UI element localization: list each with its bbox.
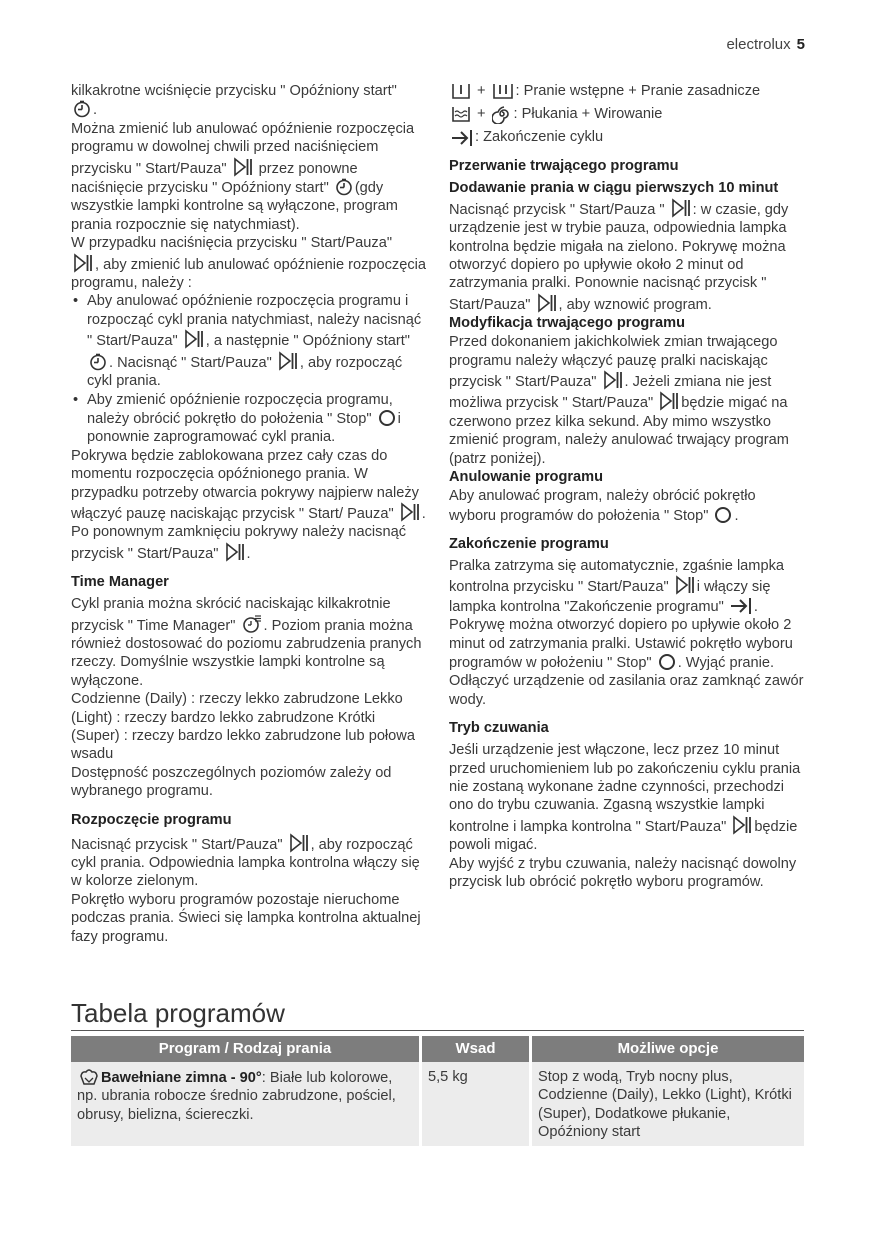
delay-paragraph bbox=[71, 82, 426, 120]
stop-icon bbox=[714, 506, 732, 524]
text: przez ponowne naciśnięcie przycisku " Opóźniony start" bbox=[71, 160, 358, 197]
start-pause-icon bbox=[289, 833, 309, 853]
load-cell: 5,5 kg bbox=[421, 1062, 531, 1146]
title-divider bbox=[71, 1030, 804, 1031]
start-pause-icon bbox=[233, 157, 253, 177]
text: : Pranie wstępne + Pranie zasadnicze bbox=[515, 83, 761, 99]
program-description: : Białe lub kolorowe, np. ubrania robocze średnio zabrudzone, pościel, obrusy, bielizna, ściereczki. bbox=[77, 1070, 396, 1123]
table-row bbox=[71, 1062, 804, 1146]
start-pause-icon bbox=[537, 293, 557, 313]
section-heading-time-manager: Time Manager bbox=[71, 574, 169, 591]
end-of-cycle-icon bbox=[730, 597, 752, 615]
text: Aby anulować program, należy obrócić pokrętło wyboru programów do położenia " Stop" bbox=[449, 488, 756, 524]
column-header-options: Możliwe opcje bbox=[531, 1036, 805, 1062]
delay-start-icon bbox=[73, 100, 91, 118]
options-cell: Stop z wodą, Tryb nocny plus, Codzienne (Daily), Lekko (Light), Krótki (Super), Dodatkowe płukanie, Opóźniony start bbox=[531, 1062, 805, 1146]
stop-icon bbox=[658, 653, 676, 671]
text: W przypadku naciśnięcia przycisku " Start/Pauza" bbox=[71, 235, 393, 252]
left-column bbox=[71, 82, 426, 946]
table-header-row bbox=[71, 1036, 804, 1062]
text: Dostępność poszczególnych poziomów zależy od wybranego programu. bbox=[71, 764, 392, 800]
bullet-list bbox=[71, 292, 426, 446]
start-pause-icon bbox=[732, 815, 752, 835]
text: Cykl prania można skrócić naciskając kilkakrotnie przycisk " Time Manager" bbox=[71, 596, 391, 634]
program-cell bbox=[71, 1062, 421, 1146]
start-pause-icon bbox=[659, 391, 679, 411]
stop-icon bbox=[378, 409, 396, 427]
change-delay-paragraph bbox=[71, 120, 426, 234]
right-column bbox=[449, 82, 804, 891]
time-manager-icon bbox=[242, 614, 262, 634]
start-paragraph bbox=[71, 833, 426, 891]
text: . Poziom prania można również dostosować do poziomu zabrudzenia pranych rzeczy. Domyślnie wszystkie lampki kontrolne są wyłączone. bbox=[71, 617, 422, 689]
text: . Nacisnąć " Start/Pauza" bbox=[109, 354, 272, 371]
start-pause-icon bbox=[603, 370, 623, 390]
delay-start-icon bbox=[335, 178, 353, 196]
text: + bbox=[477, 83, 486, 99]
start-pause-icon bbox=[73, 253, 93, 273]
text: będzie powoli migać. bbox=[449, 818, 798, 854]
text: , a następnie " Opóźniony start" bbox=[205, 333, 410, 350]
legend-prewash-mainwash bbox=[449, 82, 804, 100]
text: (gdy wszystkie lampki kontrolne są wyłączone, program prania rozpocznie się natychmiast). bbox=[71, 180, 398, 233]
end-of-cycle-icon bbox=[451, 129, 473, 147]
standby-paragraph bbox=[449, 741, 804, 854]
page-header bbox=[726, 36, 805, 53]
start-pause-icon bbox=[278, 351, 298, 371]
text: , aby wznowić program. bbox=[558, 296, 712, 313]
text: + bbox=[477, 106, 486, 123]
brand-name: electrolux bbox=[726, 36, 791, 53]
text: będzie migać na czerwono przez kilka sekund. Aby mimo wszystko zmienić program, należy anulować trwający program (patrz poniżej). bbox=[449, 395, 789, 467]
delay-start-icon bbox=[89, 353, 107, 371]
list-item bbox=[87, 391, 426, 447]
text: i włączy się lampka kontrolna "Zakończenie programu" bbox=[449, 579, 771, 615]
text: kilkakrotne wciśnięcie przycisku " Opóźniony start" bbox=[71, 83, 397, 99]
text: Aby anulować opóźnienie rozpoczęcia programu i rozpocząć cykl prania natychmiast, należy nacisnąć " Start/Pauza" bbox=[87, 293, 422, 350]
prewash-icon bbox=[451, 82, 471, 100]
start-pause-icon bbox=[675, 575, 695, 595]
program-table bbox=[71, 1036, 804, 1146]
text: Nacisnąć przycisk " Start/Pauza " bbox=[449, 201, 665, 218]
text: i ponownie zaprogramować cykl prania. bbox=[87, 410, 401, 446]
text: Codzienne (Daily) : rzeczy lekko zabrudzone Lekko (Light) : rzeczy bardzo lekko zabrudzone Krótki (Super) : rzeczy bardzo lekko zabrudzone lub połowa wsadu bbox=[71, 691, 415, 763]
text: : w czasie, gdy urządzenie jest w trybie pauza, odpowiednia lampka kontrolna będzie migała na zielono. Pokrywę można otworzyć dopiero po upływie około 2 minut od zatrzymania pralki. Ponownie nacisnąć przycisk " Start/Pauza" bbox=[449, 201, 789, 313]
text: . Pokrywę można otworzyć dopiero po upływie około 2 minut od zatrzymania pralki. Ustawić pokrętło wyboru programów w położeniu " Stop" bbox=[449, 598, 793, 671]
text: Pokrętło wyboru programów pozostaje nieruchome podczas prania. Świeci się lampka kontrolna aktualnej fazy programu. bbox=[71, 891, 421, 945]
lid-paragraph bbox=[71, 447, 426, 563]
start-pause-icon bbox=[184, 329, 204, 349]
text: . bbox=[93, 102, 98, 119]
page-number: 5 bbox=[796, 36, 805, 53]
text: Pralka zatrzyma się automatycznie, zgaśnie lampka kontrolna przycisku " Start/Pauza" bbox=[449, 557, 784, 596]
text: Nacisnąć przycisk " Start/Pauza" bbox=[71, 836, 283, 853]
press-start-paragraph bbox=[71, 234, 426, 292]
section-heading-end: Zakończenie programu bbox=[449, 535, 609, 552]
end-paragraph bbox=[449, 557, 804, 709]
text: Jeśli urządzenie jest włączone, lecz przez 10 minut przed uruchomieniem lub po zakończeniu cyklu prania nie zostaną wykonane żadne czynności, przechodzi ono do trybu czuwania. Zgasną wszystkie lampki kontrolne i lampka kontrolna " Start/Pauza" bbox=[449, 742, 801, 835]
text: Pokrywa będzie zablokowana przez cały czas do momentu rozpoczęcia opóźnionego prania. W przypadku potrzeby otwarcia pokrywy najpierw należy włączyć pauzę naciskając przycisk " Start/ Pauza" bbox=[71, 447, 419, 522]
text: , aby rozpocząć cykl prania. bbox=[87, 354, 403, 390]
text: . Po ponownym zamknięciu pokrywy należy nacisnąć przycisk " Start/Pauza" bbox=[71, 505, 426, 562]
rinse-icon bbox=[451, 105, 471, 123]
text: : Zakończenie cyklu bbox=[475, 129, 604, 146]
add-laundry-paragraph bbox=[449, 198, 804, 314]
text: Można zmienić lub anulować opóźnienie rozpoczęcia programu w dowolnej chwili przed naciśnięciem przycisku " Start/Pauza" bbox=[71, 120, 415, 177]
start-pause-icon bbox=[225, 542, 245, 562]
section-heading-standby: Tryb czuwania bbox=[449, 720, 549, 737]
time-manager-paragraph bbox=[71, 595, 426, 690]
main-wash-icon bbox=[492, 82, 514, 100]
section-heading-cancel: Anulowanie programu bbox=[449, 469, 604, 486]
text: . bbox=[734, 507, 739, 524]
text: Aby zmienić opóźnienie rozpoczęcia programu, należy obrócić pokrętło do położenia " Stop" bbox=[87, 391, 393, 427]
text: , aby zmienić lub anulować opóźnienie rozpoczęcia programu, należy : bbox=[71, 256, 426, 292]
text: . bbox=[246, 545, 251, 562]
section-heading-interrupt: Przerwanie trwającego programu bbox=[449, 157, 679, 174]
text: Aby wyjść z trybu czuwania, należy nacisnąć dowolny przycisk lub obrócić pokrętło wyboru programów. bbox=[449, 855, 797, 890]
section-heading-start-program: Rozpoczęcie programu bbox=[71, 811, 232, 828]
modify-paragraph bbox=[449, 333, 804, 468]
text: , aby rozpocząć cykl prania. Odpowiednia lampka kontrolna włączy się w kolorze zielonym. bbox=[71, 836, 420, 890]
program-name: Bawełniane zimna - 90° bbox=[101, 1070, 262, 1086]
section-heading-add-laundry: Dodawanie prania w ciągu pierwszych 10 minut bbox=[449, 179, 779, 196]
spin-icon bbox=[492, 104, 512, 124]
start-pause-icon bbox=[671, 198, 691, 218]
list-item bbox=[87, 292, 426, 390]
column-header-load: Wsad bbox=[421, 1036, 531, 1062]
section-heading-modify: Modyfikacja trwającego programu bbox=[449, 315, 685, 332]
text: Przed dokonaniem jakichkolwiek zmian trwającego programu należy włączyć pauzę pralki naciskając przycisk " Start/Pauza" bbox=[449, 334, 778, 391]
legend-end-of-cycle bbox=[449, 128, 804, 146]
legend-rinse-spin bbox=[449, 104, 804, 124]
cotton-icon bbox=[79, 1068, 99, 1086]
column-header-program: Program / Rodzaj prania bbox=[71, 1036, 421, 1062]
text: . Wyjąć pranie. Odłączyć urządzenie od zasilania oraz zamknąć zawór wody. bbox=[449, 654, 804, 708]
start-pause-icon bbox=[400, 502, 420, 522]
table-title: Tabela programów bbox=[71, 998, 285, 1028]
text: . Jeżeli zmiana nie jest możliwa przycisk " Start/Pauza" bbox=[449, 374, 772, 412]
text: : Płukania + Wirowanie bbox=[513, 106, 663, 123]
cancel-paragraph bbox=[449, 487, 804, 525]
